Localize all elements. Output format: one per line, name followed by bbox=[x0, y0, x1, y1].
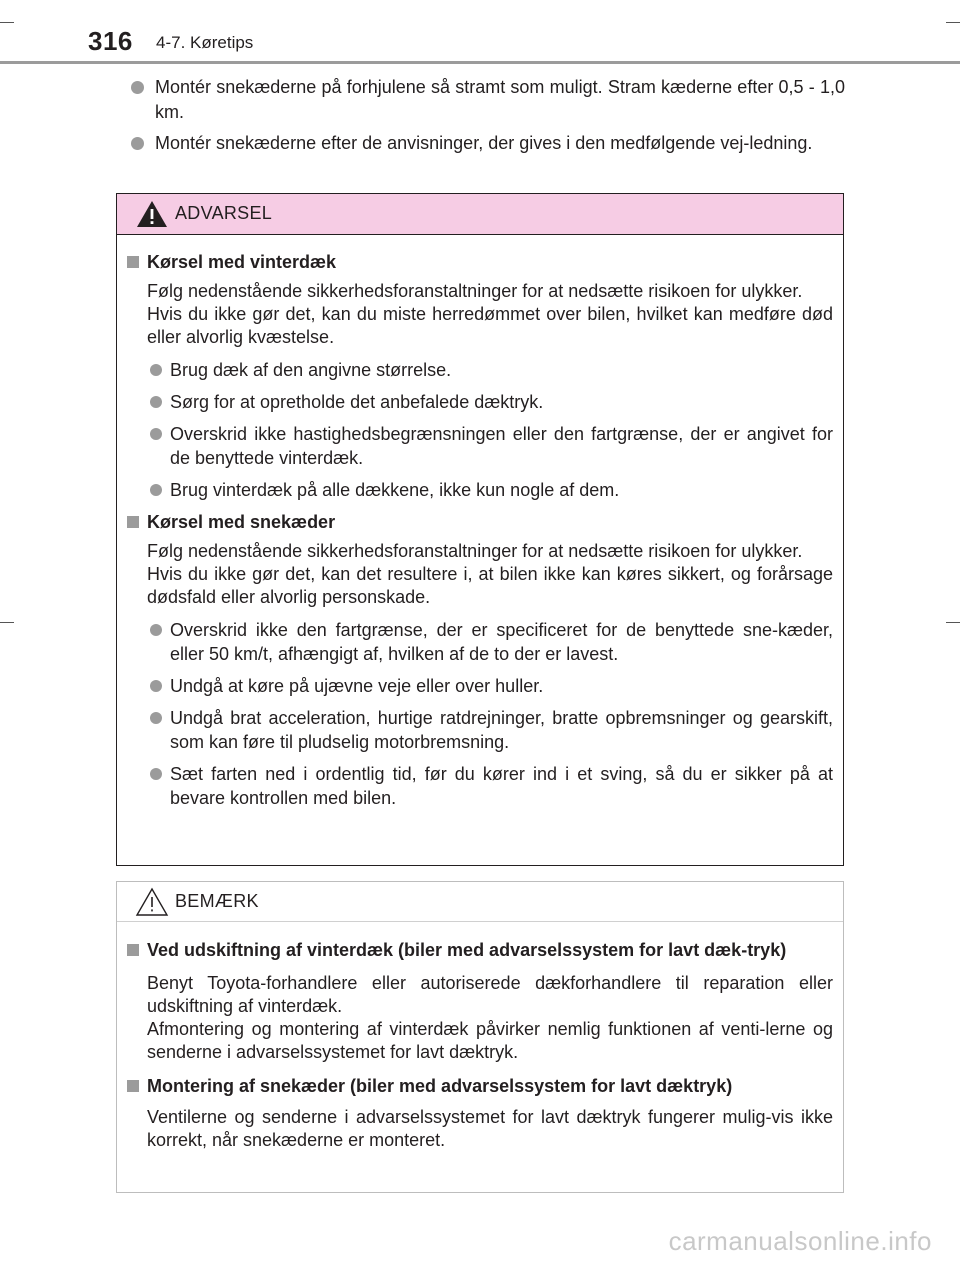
watermark: carmanualsonline.info bbox=[668, 1226, 932, 1256]
paragraph: Afmontering og montering af vinterdæk påvirker nemlig funktionen af venti-lerne og senderne i advarselssystemet for lavt dæktryk. bbox=[147, 1019, 833, 1062]
list-item: Undgå at køre på ujævne veje eller over huller. bbox=[127, 674, 839, 698]
bullet-text: Montér snekæderne efter de anvisninger, der gives i den medfølgende vej-ledning. bbox=[155, 133, 813, 153]
warning-triangle-icon bbox=[135, 199, 169, 229]
note-label: BEMÆRK bbox=[175, 891, 259, 911]
list-item: Overskrid ikke hastighedsbegrænsningen eller den fartgrænse, der er angivet for de benyttede vinterdæk. bbox=[127, 422, 839, 470]
section-heading: Montering af snekæder (biler med advarselssystem for lavt dæktryk) bbox=[127, 1074, 839, 1099]
bullet-icon bbox=[150, 428, 162, 440]
crop-mark bbox=[0, 622, 14, 623]
intro-bullet-list bbox=[131, 75, 845, 162]
paragraph: Følg nedenstående sikkerhedsforanstaltninger for at nedsætte risikoen for ulykker. bbox=[147, 541, 803, 561]
crop-mark bbox=[946, 622, 960, 623]
bullet-icon bbox=[150, 396, 162, 408]
list-item bbox=[131, 131, 845, 156]
section-heading: Ved udskiftning af vinterdæk (biler med advarselssystem for lavt dæk-tryk) bbox=[127, 938, 839, 963]
square-bullet-icon bbox=[127, 516, 139, 528]
list-item: Overskrid ikke den fartgrænse, der er specificeret for de benyttede sne-kæder, eller 50 km/t, afhængigt af, hvilken af de to der er lavest. bbox=[127, 618, 839, 666]
square-bullet-icon bbox=[127, 1080, 139, 1092]
paragraph: Følg nedenstående sikkerhedsforanstaltninger for at nedsætte risikoen for ulykker. bbox=[147, 281, 803, 301]
list-item: Undgå brat acceleration, hurtige ratdrejninger, bratte opbremsninger og gearskift, som kan føre til pludselig motorbremsning. bbox=[127, 706, 839, 754]
page-number: 316 bbox=[88, 26, 133, 56]
page-header bbox=[0, 0, 960, 64]
section-heading: Kørsel med snekæder bbox=[127, 510, 839, 535]
list-item: Sæt farten ned i ordentlig tid, før du kører ind i et sving, så du er sikker på at bevare kontrollen med bilen. bbox=[127, 762, 839, 810]
note-header bbox=[117, 882, 843, 922]
warning-body bbox=[127, 250, 839, 810]
bullet-icon bbox=[150, 484, 162, 496]
header-rule bbox=[0, 61, 960, 64]
bullet-icon bbox=[150, 364, 162, 376]
list-item bbox=[131, 75, 845, 125]
list-item: Brug dæk af den angivne størrelse. bbox=[127, 358, 839, 382]
bullet-icon bbox=[150, 680, 162, 692]
paragraph: Hvis du ikke gør det, kan du miste herredømmet over bilen, hvilket kan medføre død eller alvorlig kvæstelse. bbox=[147, 304, 833, 347]
list-item: Sørg for at opretholde det anbefalede dæktryk. bbox=[127, 390, 839, 414]
note-body bbox=[127, 938, 839, 1152]
bullet-icon bbox=[150, 624, 162, 636]
section-title: 4-7. Køretips bbox=[156, 33, 254, 52]
list-item: Brug vinterdæk på alle dækkene, ikke kun nogle af dem. bbox=[127, 478, 839, 502]
bullet-icon bbox=[150, 712, 162, 724]
bullet-icon bbox=[131, 137, 144, 150]
bullet-icon bbox=[150, 768, 162, 780]
warning-header bbox=[117, 194, 843, 235]
paragraph: Benyt Toyota-forhandlere eller autoriserede dækforhandlere til reparation eller udskiftning af vinterdæk. bbox=[147, 973, 833, 1016]
bullet-icon bbox=[131, 81, 144, 94]
paragraph: Hvis du ikke gør det, kan det resultere i, at bilen ikke kan køres sikkert, og forårsage dødsfald eller alvorlig personskade. bbox=[147, 564, 833, 607]
square-bullet-icon bbox=[127, 944, 139, 956]
paragraph: Ventilerne og senderne i advarselssystemet for lavt dæktryk fungerer mulig-vis ikke korrekt, når snekæderne er monteret. bbox=[147, 1107, 833, 1150]
warning-box bbox=[116, 193, 844, 866]
bullet-text: Montér snekæderne på forhjulene så stramt som muligt. Stram kæderne efter 0,5 - 1,0 km. bbox=[155, 77, 845, 122]
section-heading: Kørsel med vinterdæk bbox=[127, 250, 839, 275]
square-bullet-icon bbox=[127, 256, 139, 268]
caution-triangle-outline-icon bbox=[135, 887, 169, 917]
note-box bbox=[116, 881, 844, 1193]
warning-label: ADVARSEL bbox=[175, 203, 273, 223]
